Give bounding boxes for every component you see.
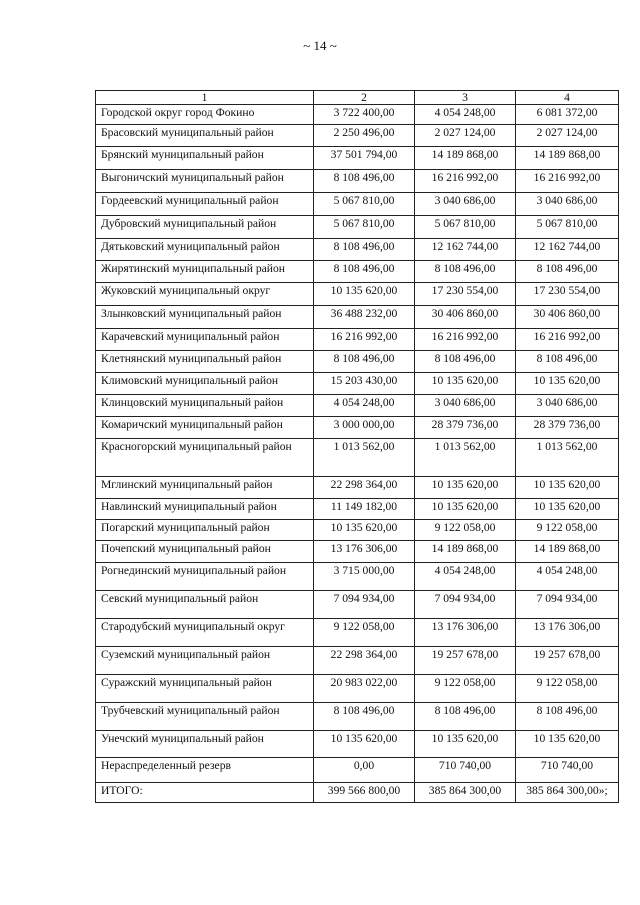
column-4-value-cell: 8 108 496,00 — [516, 703, 619, 731]
column-4-value-cell: 3 040 686,00 — [516, 395, 619, 417]
column-3-value-cell: 30 406 860,00 — [415, 306, 516, 329]
municipality-name-cell: Навлинский муниципальный район — [96, 499, 314, 520]
municipality-name-cell: Рогнединский муниципальный район — [96, 563, 314, 591]
column-4-value-cell: 3 040 686,00 — [516, 193, 619, 216]
table-row — [96, 283, 619, 306]
municipality-name-cell: Клетнянский муниципальный район — [96, 351, 314, 373]
column-4-value-cell: 14 189 868,00 — [516, 541, 619, 563]
header-row — [96, 91, 619, 105]
column-4-value-cell: 9 122 058,00 — [516, 675, 619, 703]
table-row — [96, 417, 619, 439]
column-3-value-cell: 17 230 554,00 — [415, 283, 516, 306]
column-2-value-cell: 9 122 058,00 — [314, 619, 415, 647]
table-row — [96, 329, 619, 351]
municipality-name-cell: Клинцовский муниципальный район — [96, 395, 314, 417]
column-3-value-cell: 2 027 124,00 — [415, 125, 516, 147]
column-header: 1 — [96, 91, 314, 105]
municipality-name-cell: Злынковский муниципальный район — [96, 306, 314, 329]
column-3-value-cell: 4 054 248,00 — [415, 563, 516, 591]
column-2-value-cell: 7 094 934,00 — [314, 591, 415, 619]
table-row — [96, 125, 619, 147]
column-2-value-cell: 22 298 364,00 — [314, 647, 415, 675]
column-3-value-cell: 13 176 306,00 — [415, 619, 516, 647]
column-header: 2 — [314, 91, 415, 105]
municipality-name-cell: Городской округ город Фокино — [96, 105, 314, 125]
column-4-value-cell: 6 081 372,00 — [516, 105, 619, 125]
table-row — [96, 193, 619, 216]
table-row — [96, 541, 619, 563]
column-2-value-cell: 16 216 992,00 — [314, 329, 415, 351]
column-3-value-cell: 5 067 810,00 — [415, 216, 516, 239]
column-3-value-cell: 10 135 620,00 — [415, 731, 516, 758]
table-row — [96, 105, 619, 125]
municipality-name-cell: Севский муниципальный район — [96, 591, 314, 619]
column-3-value-cell: 10 135 620,00 — [415, 477, 516, 499]
column-3-value-cell: 710 740,00 — [415, 758, 516, 783]
column-3-value-cell: 9 122 058,00 — [415, 675, 516, 703]
column-2-value-cell: 2 250 496,00 — [314, 125, 415, 147]
column-3-value-cell: 10 135 620,00 — [415, 373, 516, 395]
column-3-value-cell: 7 094 934,00 — [415, 591, 516, 619]
column-2-value-cell: 11 149 182,00 — [314, 499, 415, 520]
table-row — [96, 261, 619, 283]
column-4-value-cell: 16 216 992,00 — [516, 170, 619, 193]
table-row — [96, 783, 619, 803]
column-2-value-cell: 8 108 496,00 — [314, 703, 415, 731]
column-4-value-cell: 9 122 058,00 — [516, 520, 619, 541]
column-2-value-cell: 5 067 810,00 — [314, 193, 415, 216]
table-row — [96, 703, 619, 731]
table-row — [96, 731, 619, 758]
column-3-value-cell: 385 864 300,00 — [415, 783, 516, 803]
table-row — [96, 239, 619, 261]
table-row — [96, 499, 619, 520]
column-3-value-cell: 16 216 992,00 — [415, 170, 516, 193]
table-row — [96, 477, 619, 499]
column-2-value-cell: 8 108 496,00 — [314, 261, 415, 283]
column-4-value-cell: 7 094 934,00 — [516, 591, 619, 619]
table-row — [96, 351, 619, 373]
column-3-value-cell: 8 108 496,00 — [415, 351, 516, 373]
municipality-name-cell: ИТОГО: — [96, 783, 314, 803]
page-number: ~ 14 ~ — [303, 38, 337, 53]
column-3-value-cell: 4 054 248,00 — [415, 105, 516, 125]
column-4-value-cell: 30 406 860,00 — [516, 306, 619, 329]
column-4-value-cell: 385 864 300,00»; — [516, 783, 619, 803]
column-3-value-cell: 8 108 496,00 — [415, 703, 516, 731]
table-row — [96, 216, 619, 239]
column-4-value-cell: 16 216 992,00 — [516, 329, 619, 351]
municipality-name-cell: Гордеевский муниципальный район — [96, 193, 314, 216]
column-2-value-cell: 10 135 620,00 — [314, 731, 415, 758]
column-2-value-cell: 3 722 400,00 — [314, 105, 415, 125]
column-3-value-cell: 8 108 496,00 — [415, 261, 516, 283]
municipality-name-cell: Жирятинский муниципальный район — [96, 261, 314, 283]
municipality-name-cell: Брянский муниципальный район — [96, 147, 314, 170]
column-2-value-cell: 8 108 496,00 — [314, 170, 415, 193]
table-row — [96, 439, 619, 477]
column-header: 4 — [516, 91, 619, 105]
column-2-value-cell: 0,00 — [314, 758, 415, 783]
column-2-value-cell: 22 298 364,00 — [314, 477, 415, 499]
column-2-value-cell: 399 566 800,00 — [314, 783, 415, 803]
table-row — [96, 675, 619, 703]
column-4-value-cell: 17 230 554,00 — [516, 283, 619, 306]
column-2-value-cell: 15 203 430,00 — [314, 373, 415, 395]
column-2-value-cell: 13 176 306,00 — [314, 541, 415, 563]
column-4-value-cell: 10 135 620,00 — [516, 477, 619, 499]
column-2-value-cell: 3 715 000,00 — [314, 563, 415, 591]
municipality-name-cell: Дятьковский муниципальный район — [96, 239, 314, 261]
column-4-value-cell: 4 054 248,00 — [516, 563, 619, 591]
column-4-value-cell: 8 108 496,00 — [516, 351, 619, 373]
column-3-value-cell: 3 040 686,00 — [415, 193, 516, 216]
table-row — [96, 395, 619, 417]
table-row — [96, 619, 619, 647]
column-4-value-cell: 12 162 744,00 — [516, 239, 619, 261]
column-4-value-cell: 10 135 620,00 — [516, 499, 619, 520]
table-row — [96, 147, 619, 170]
table-row — [96, 758, 619, 783]
municipality-name-cell: Выгоничский муниципальный район — [96, 170, 314, 193]
column-4-value-cell: 710 740,00 — [516, 758, 619, 783]
municipality-name-cell: Дубровский муниципальный район — [96, 216, 314, 239]
column-2-value-cell: 3 000 000,00 — [314, 417, 415, 439]
municipality-name-cell: Стародубский муниципальный округ — [96, 619, 314, 647]
column-2-value-cell: 20 983 022,00 — [314, 675, 415, 703]
column-2-value-cell: 10 135 620,00 — [314, 283, 415, 306]
municipality-name-cell: Жуковский муниципальный округ — [96, 283, 314, 306]
column-3-value-cell: 12 162 744,00 — [415, 239, 516, 261]
column-3-value-cell: 28 379 736,00 — [415, 417, 516, 439]
column-3-value-cell: 9 122 058,00 — [415, 520, 516, 541]
column-2-value-cell: 4 054 248,00 — [314, 395, 415, 417]
column-4-value-cell: 10 135 620,00 — [516, 373, 619, 395]
column-4-value-cell: 8 108 496,00 — [516, 261, 619, 283]
municipality-name-cell: Трубчевский муниципальный район — [96, 703, 314, 731]
municipality-name-cell: Карачевский муниципальный район — [96, 329, 314, 351]
municipality-name-cell: Суражский муниципальный район — [96, 675, 314, 703]
column-4-value-cell: 10 135 620,00 — [516, 731, 619, 758]
municipality-name-cell: Унечский муниципальный район — [96, 731, 314, 758]
table-row — [96, 373, 619, 395]
column-2-value-cell: 5 067 810,00 — [314, 216, 415, 239]
municipality-name-cell: Красногорский муниципальный район — [96, 439, 314, 477]
column-3-value-cell: 10 135 620,00 — [415, 499, 516, 520]
column-header: 3 — [415, 91, 516, 105]
column-2-value-cell: 36 488 232,00 — [314, 306, 415, 329]
table-row — [96, 563, 619, 591]
column-4-value-cell: 1 013 562,00 — [516, 439, 619, 477]
table-row — [96, 170, 619, 193]
column-3-value-cell: 3 040 686,00 — [415, 395, 516, 417]
municipality-name-cell: Мглинский муниципальный район — [96, 477, 314, 499]
column-2-value-cell: 37 501 794,00 — [314, 147, 415, 170]
municipality-name-cell: Климовский муниципальный район — [96, 373, 314, 395]
column-2-value-cell: 8 108 496,00 — [314, 239, 415, 261]
column-2-value-cell: 1 013 562,00 — [314, 439, 415, 477]
column-2-value-cell: 10 135 620,00 — [314, 520, 415, 541]
municipality-name-cell: Брасовский муниципальный район — [96, 125, 314, 147]
column-4-value-cell: 28 379 736,00 — [516, 417, 619, 439]
column-2-value-cell: 8 108 496,00 — [314, 351, 415, 373]
municipality-name-cell: Суземский муниципальный район — [96, 647, 314, 675]
column-3-value-cell: 16 216 992,00 — [415, 329, 516, 351]
municipality-name-cell: Почепский муниципальный район — [96, 541, 314, 563]
municipality-name-cell: Нераспределенный резерв — [96, 758, 314, 783]
table-row — [96, 647, 619, 675]
column-4-value-cell: 13 176 306,00 — [516, 619, 619, 647]
table-row — [96, 591, 619, 619]
column-4-value-cell: 19 257 678,00 — [516, 647, 619, 675]
column-4-value-cell: 14 189 868,00 — [516, 147, 619, 170]
municipality-name-cell: Комаричский муниципальный район — [96, 417, 314, 439]
column-3-value-cell: 14 189 868,00 — [415, 147, 516, 170]
column-4-value-cell: 5 067 810,00 — [516, 216, 619, 239]
column-3-value-cell: 14 189 868,00 — [415, 541, 516, 563]
allocation-table — [95, 90, 619, 803]
municipality-name-cell: Погарский муниципальный район — [96, 520, 314, 541]
column-3-value-cell: 1 013 562,00 — [415, 439, 516, 477]
column-4-value-cell: 2 027 124,00 — [516, 125, 619, 147]
table-row — [96, 306, 619, 329]
table-row — [96, 520, 619, 541]
column-3-value-cell: 19 257 678,00 — [415, 647, 516, 675]
